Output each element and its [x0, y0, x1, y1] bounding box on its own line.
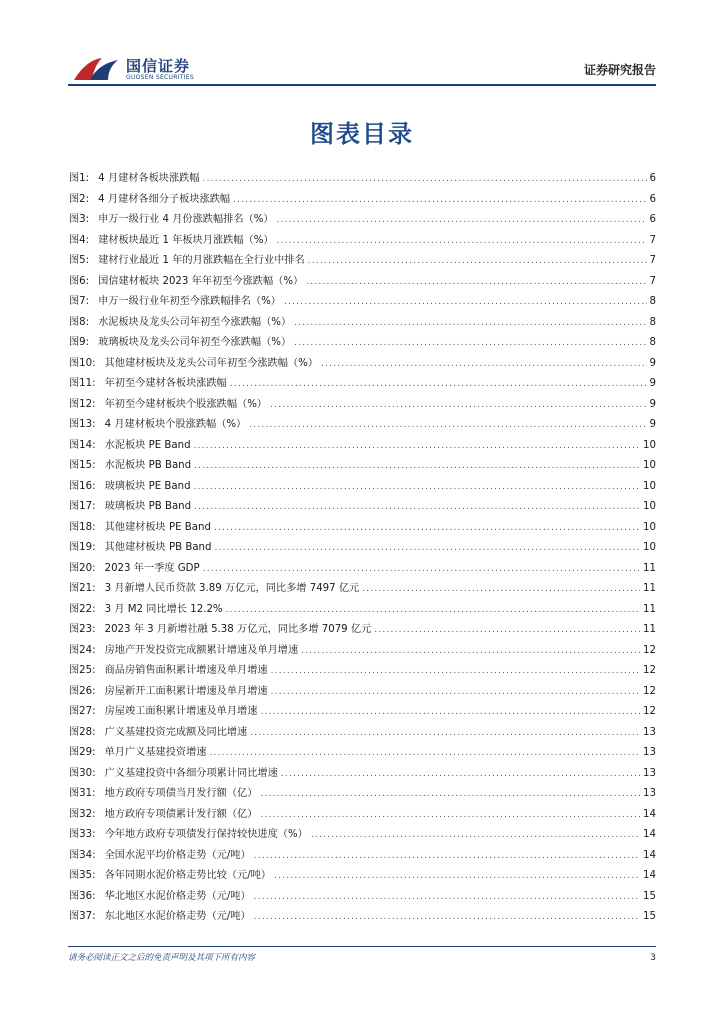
- toc-entry-title: 广义基建投资完成额及同比增速: [104, 726, 248, 738]
- toc-entry-page: 12: [643, 665, 656, 676]
- toc-entry-page: 8: [649, 316, 656, 328]
- toc-entry[interactable]: [69, 641, 656, 662]
- toc-entry-title: 3 月新增人民币贷款 3.89 万亿元，同比多增 7497 亿元: [104, 583, 360, 594]
- toc-leader-dots: [226, 600, 640, 621]
- toc-entry[interactable]: [69, 251, 656, 272]
- toc-entry-number: 图2:: [69, 193, 90, 205]
- toc-entry-page: 11: [643, 562, 656, 574]
- toc-leader-dots: [254, 887, 640, 908]
- toc-entry-number: 图32:: [69, 808, 96, 820]
- toc-entry-number: 图6:: [69, 275, 90, 287]
- toc-entry-number: 图35:: [69, 870, 96, 881]
- toc-entry[interactable]: [69, 374, 656, 395]
- toc-entry-title: 水泥板块 PB Band: [104, 460, 192, 471]
- toc-entry-title: 2023 年一季度 GDP: [104, 562, 200, 574]
- toc-entry[interactable]: [69, 887, 656, 908]
- toc-entry-title: 4 月建材各板块涨跌幅: [98, 173, 200, 184]
- toc-entry[interactable]: [69, 579, 656, 600]
- toc-entry-page: 9: [649, 419, 656, 430]
- toc-entry-number: 图12:: [69, 398, 96, 410]
- toc-entry-title: 地方政府专项债当月发行额（亿）: [104, 788, 258, 799]
- page-title: 图表目录: [310, 120, 414, 148]
- toc-entry-number: 图7:: [69, 296, 90, 307]
- toc-entry-title: 水泥板块及龙头公司年初至今涨跌幅（%）: [98, 316, 292, 328]
- toc-entry[interactable]: [69, 620, 656, 641]
- footer-divider: [68, 946, 656, 947]
- toc-leader-dots: [362, 579, 640, 600]
- toc-entry-number: 图34:: [69, 849, 96, 861]
- toc-entry-number: 图19:: [69, 542, 96, 553]
- toc-entry-title: 玻璃板块及龙头公司年初至今涨跌幅（%）: [98, 337, 292, 348]
- toc-leader-dots: [260, 702, 640, 723]
- toc-entry-title: 国信建材板块 2023 年年初至今涨跌幅（%）: [98, 275, 304, 287]
- toc-leader-dots: [249, 415, 646, 436]
- toc-entry-page: 11: [643, 583, 656, 594]
- toc-leader-dots: [230, 374, 647, 395]
- toc-leader-dots: [274, 866, 640, 887]
- toc-leader-dots: [203, 169, 647, 190]
- toc-entry-number: 图3:: [69, 214, 90, 225]
- logo-name-cn: 国信证券: [126, 57, 191, 75]
- toc-entry-number: 图17:: [69, 501, 96, 512]
- toc-leader-dots: [250, 723, 640, 744]
- toc-entry-number: 图31:: [69, 788, 96, 799]
- toc-entry-number: 图30:: [69, 767, 96, 779]
- toc-entry-page: 14: [643, 808, 656, 820]
- toc-entry[interactable]: [69, 313, 656, 334]
- toc-entry-page: 7: [649, 255, 656, 266]
- toc-entry-number: 图5:: [69, 255, 90, 266]
- toc-leader-dots: [294, 313, 646, 334]
- toc-entry-title: 各年同期水泥价格走势比较（元/吨）: [104, 870, 272, 881]
- toc-leader-dots: [209, 743, 640, 764]
- toc-entry[interactable]: [69, 292, 656, 313]
- toc-leader-dots: [306, 272, 646, 293]
- toc-entry-title: 建材行业最近 1 年的月涨跌幅在全行业中排名: [98, 255, 305, 266]
- toc-entry-title: 单月广义基建投资增速: [104, 747, 207, 758]
- toc-entry[interactable]: [69, 764, 656, 785]
- toc-entry-number: 图18:: [69, 521, 96, 533]
- toc-entry[interactable]: [69, 743, 656, 764]
- toc-leader-dots: [194, 497, 640, 518]
- toc-entry[interactable]: [69, 190, 656, 211]
- toc-leader-dots: [214, 518, 640, 539]
- report-type-label: 证券研究报告: [583, 63, 656, 77]
- toc-entry-page: 10: [643, 460, 656, 471]
- toc-entry[interactable]: [69, 333, 656, 354]
- toc-entry-title: 其他建材板块及龙头公司年初至今涨跌幅（%）: [104, 357, 319, 369]
- toc-entry-title: 3 月 M2 同比增长 12.2%: [104, 603, 223, 615]
- toc-entry-title: 其他建材板块 PE Band: [104, 521, 211, 533]
- toc-leader-dots: [254, 846, 640, 867]
- toc-entry-page: 14: [643, 870, 656, 881]
- toc-leader-dots: [277, 231, 647, 252]
- toc-entry-title: 广义基建投资中各细分项累计同比增速: [104, 767, 278, 779]
- toc-leader-dots: [311, 825, 640, 846]
- toc-entry-page: 12: [643, 644, 656, 656]
- toc-entry-number: 图16:: [69, 480, 96, 492]
- toc-entry-number: 图36:: [69, 890, 96, 902]
- toc-entry[interactable]: [69, 415, 656, 436]
- toc-entry-page: 10: [643, 480, 656, 492]
- toc-entry-title: 房屋竣工面积累计增速及单月增速: [104, 706, 258, 717]
- toc-leader-dots: [321, 354, 646, 375]
- toc-leader-dots: [294, 333, 646, 354]
- toc-entry[interactable]: [69, 784, 656, 805]
- toc-entry-page: 13: [643, 767, 656, 779]
- toc-entry[interactable]: [69, 231, 656, 252]
- toc-leader-dots: [277, 210, 647, 231]
- toc-entry-number: 图23:: [69, 624, 96, 635]
- toc-entry-page: 6: [649, 214, 656, 225]
- toc-entry-title: 今年地方政府专项债发行保持较快进度（%）: [104, 829, 308, 840]
- toc-leader-dots: [374, 620, 640, 641]
- toc-entry-page: 15: [643, 911, 656, 922]
- toc-entry-page: 12: [643, 706, 656, 717]
- toc-entry-title: 年初至今建材各板块涨跌幅: [104, 378, 227, 389]
- toc-entry-title: 华北地区水泥价格走势（元/吨）: [104, 890, 251, 902]
- toc-entry[interactable]: [69, 477, 656, 498]
- toc-entry-title: 地方政府专项债累计发行额（亿）: [104, 808, 258, 820]
- toc-entry-page: 9: [649, 357, 656, 369]
- toc-entry-title: 商品房销售面积累计增速及单月增速: [104, 665, 268, 676]
- toc-entry-number: 图10:: [69, 357, 96, 369]
- toc-entry-page: 14: [643, 829, 656, 840]
- toc-entry-page: 7: [649, 234, 656, 246]
- toc-entry-page: 15: [643, 890, 656, 902]
- toc-entry[interactable]: [69, 169, 656, 190]
- toc-leader-dots: [203, 559, 640, 580]
- toc-entry-number: 图14:: [69, 439, 96, 451]
- toc-entry[interactable]: [69, 272, 656, 293]
- toc-entry-page: 6: [649, 193, 656, 205]
- toc-entry-page: 9: [649, 398, 656, 410]
- disclaimer-note: 请务必阅读正文之后的免责声明及其项下所有内容: [68, 953, 256, 963]
- toc-entry-title: 年初至今建材板块个股涨跌幅（%）: [104, 398, 268, 410]
- toc-entry-number: 图13:: [69, 419, 96, 430]
- toc-entry-number: 图27:: [69, 706, 96, 717]
- logo-name-en: GUOSEN SECURITIES: [126, 74, 195, 81]
- toc-entry-number: 图28:: [69, 726, 96, 738]
- toc-leader-dots: [284, 292, 647, 313]
- guosen-logo-icon: [72, 54, 122, 84]
- toc-entry-page: 10: [643, 501, 656, 512]
- toc-entry[interactable]: [69, 682, 656, 703]
- page-number: 3: [650, 953, 656, 963]
- toc-entry-number: 图4:: [69, 234, 90, 246]
- toc-leader-dots: [271, 661, 640, 682]
- toc-entry-page: 11: [643, 603, 656, 615]
- toc-entry-page: 7: [649, 275, 656, 287]
- toc-entry-title: 房地产开发投资完成额累计增速及单月增速: [104, 644, 299, 656]
- toc-entry[interactable]: [69, 805, 656, 826]
- toc-entry[interactable]: [69, 436, 656, 457]
- toc-entry-title: 房屋新开工面积累计增速及单月增速: [104, 685, 268, 697]
- toc-entry[interactable]: [69, 846, 656, 867]
- toc-entry-number: 图9:: [69, 337, 90, 348]
- toc-entry-page: 10: [643, 439, 656, 451]
- toc-leader-dots: [270, 395, 646, 416]
- toc-entry-title: 申万一级行业年初至今涨跌幅排名（%）: [98, 296, 281, 307]
- toc-entry-page: 10: [643, 521, 656, 533]
- toc-leader-dots: [308, 251, 647, 272]
- toc-entry[interactable]: [69, 866, 656, 887]
- page-header: [68, 50, 656, 86]
- toc-leader-dots: [214, 538, 640, 559]
- toc-entry-title: 其他建材板块 PB Band: [104, 542, 212, 553]
- toc-entry-title: 玻璃板块 PB Band: [104, 501, 192, 512]
- toc-entry-page: 10: [643, 542, 656, 553]
- header-divider: [68, 84, 656, 86]
- toc-entry-number: 图22:: [69, 603, 96, 615]
- toc-entry-number: 图11:: [69, 378, 96, 389]
- toc-entry[interactable]: [69, 907, 656, 928]
- toc-entry[interactable]: [69, 559, 656, 580]
- toc-entry-number: 图26:: [69, 685, 96, 697]
- toc-entry-page: 13: [643, 726, 656, 738]
- toc-entry[interactable]: [69, 395, 656, 416]
- toc-leader-dots: [254, 907, 640, 928]
- toc-entry-title: 申万一级行业 4 月份涨跌幅排名（%）: [98, 214, 274, 225]
- toc-entry-title: 东北地区水泥价格走势（元/吨）: [104, 911, 251, 922]
- toc-leader-dots: [281, 764, 640, 785]
- toc-entry[interactable]: [69, 518, 656, 539]
- toc-entry-number: 图25:: [69, 665, 96, 676]
- toc-entry-title: 2023 年 3 月新增社融 5.38 万亿元，同比多增 7079 亿元: [104, 624, 372, 635]
- toc-entry-page: 14: [643, 849, 656, 861]
- toc-entry-title: 全国水泥平均价格走势（元/吨）: [104, 849, 251, 861]
- toc-list: [69, 169, 656, 928]
- toc-leader-dots: [271, 682, 640, 703]
- toc-entry-page: 8: [649, 296, 656, 307]
- toc-entry-title: 建材板块最近 1 年板块月涨跌幅（%）: [98, 234, 274, 246]
- toc-entry[interactable]: [69, 354, 656, 375]
- toc-entry-number: 图1:: [69, 173, 90, 184]
- toc-entry-number: 图8:: [69, 316, 90, 328]
- toc-entry[interactable]: [69, 723, 656, 744]
- toc-leader-dots: [194, 436, 640, 457]
- toc-leader-dots: [194, 456, 640, 477]
- toc-leader-dots: [301, 641, 640, 662]
- toc-leader-dots: [260, 784, 640, 805]
- toc-entry-page: 8: [649, 337, 656, 348]
- toc-entry-number: 图29:: [69, 747, 96, 758]
- toc-entry-title: 4 月建材各细分子板块涨跌幅: [98, 193, 231, 205]
- toc-entry[interactable]: [69, 538, 656, 559]
- toc-entry-page: 12: [643, 685, 656, 697]
- toc-entry-title: 4 月建材板块个股涨跌幅（%）: [104, 419, 247, 430]
- toc-entry-number: 图24:: [69, 644, 96, 656]
- toc-entry-number: 图15:: [69, 460, 96, 471]
- toc-entry-title: 水泥板块 PE Band: [104, 439, 191, 451]
- toc-leader-dots: [260, 805, 640, 826]
- toc-entry[interactable]: [69, 600, 656, 621]
- toc-leader-dots: [233, 190, 646, 211]
- toc-entry-number: 图33:: [69, 829, 96, 840]
- toc-entry-page: 6: [649, 173, 656, 184]
- toc-entry[interactable]: [69, 702, 656, 723]
- toc-entry[interactable]: [69, 210, 656, 231]
- toc-entry-page: 9: [649, 378, 656, 389]
- toc-leader-dots: [194, 477, 640, 498]
- toc-entry[interactable]: [69, 456, 656, 477]
- toc-entry-number: 图20:: [69, 562, 96, 574]
- toc-entry-title: 玻璃板块 PE Band: [104, 480, 191, 492]
- toc-entry-number: 图21:: [69, 583, 96, 594]
- toc-entry-page: 13: [643, 788, 656, 799]
- toc-entry-page: 11: [643, 624, 656, 635]
- toc-entry[interactable]: [69, 661, 656, 682]
- toc-entry[interactable]: [69, 825, 656, 846]
- toc-entry-number: 图37:: [69, 911, 96, 922]
- toc-entry-page: 13: [643, 747, 656, 758]
- toc-entry[interactable]: [69, 497, 656, 518]
